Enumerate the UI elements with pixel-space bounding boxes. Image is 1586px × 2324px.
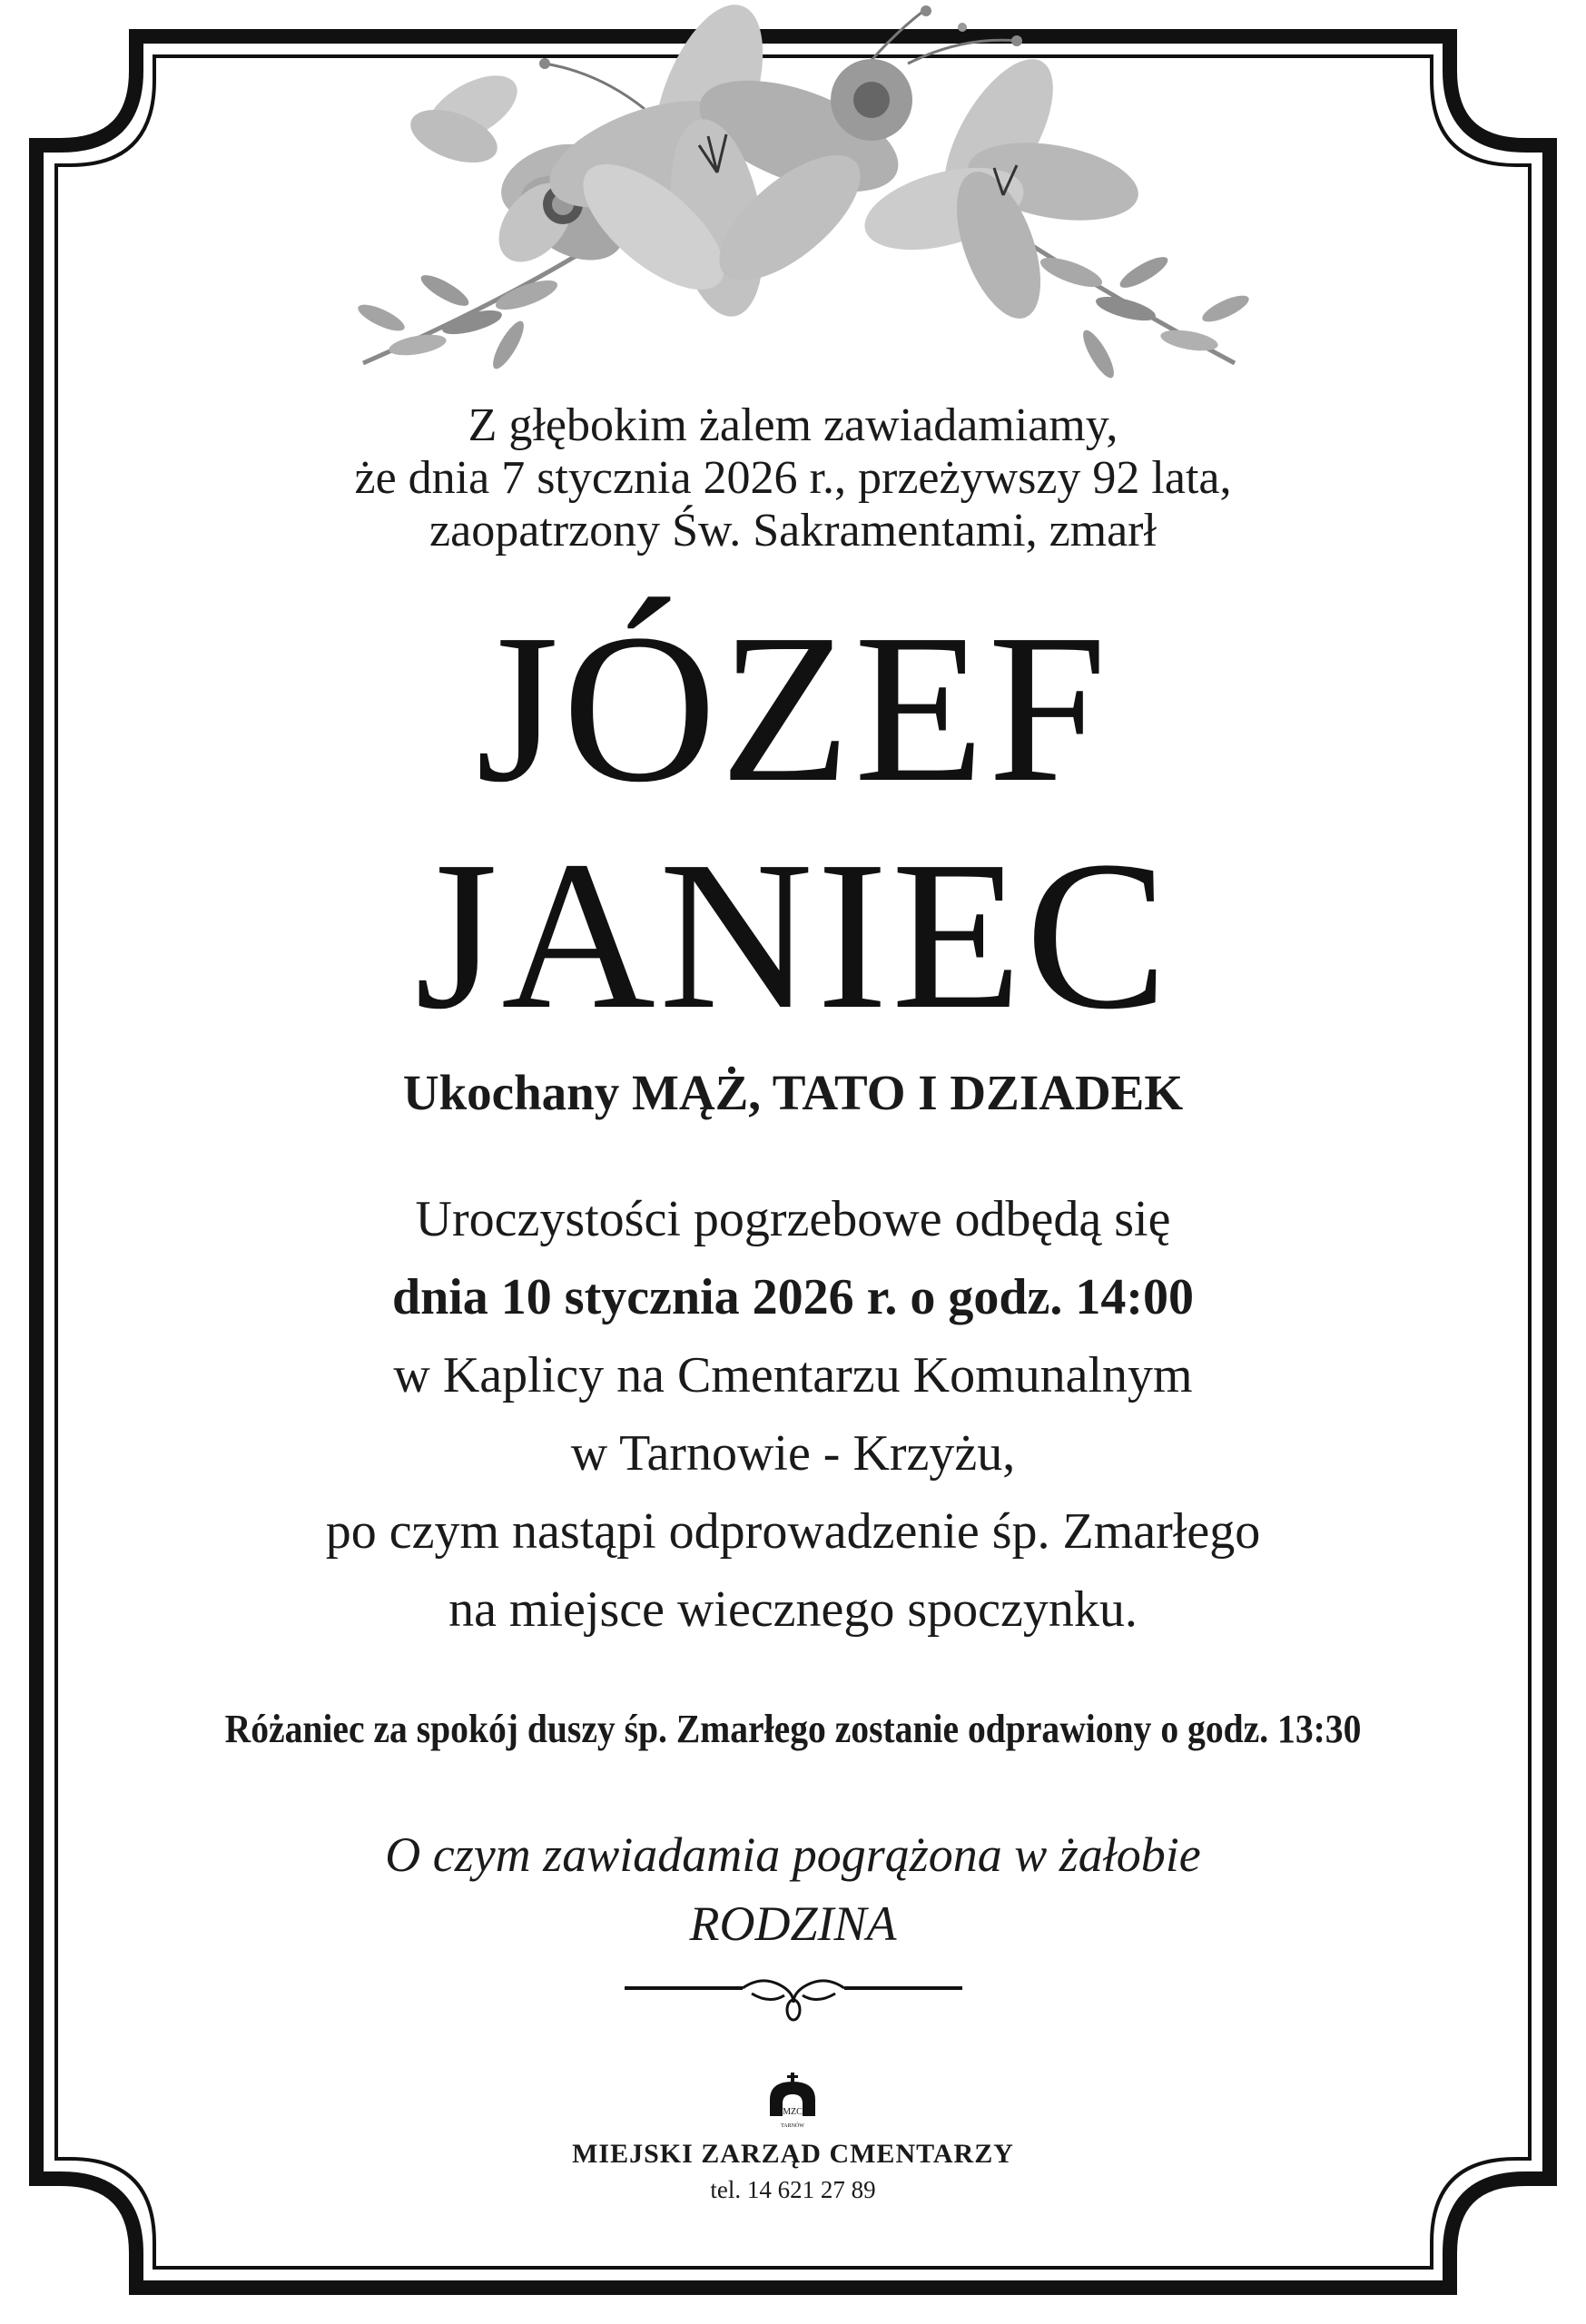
logo-text: MZC [783, 2107, 803, 2117]
funeral-line: na miejsce wiecznego spoczynku. [448, 1581, 1138, 1638]
logo-subtext: TARNÓW [781, 2123, 804, 2129]
funeral-line: w Tarnowie - Krzyżu, [570, 1425, 1016, 1482]
family-signature [0, 1820, 1586, 1958]
deceased-first-name: JÓZEF [476, 590, 1110, 826]
funeral-date-time: dnia 10 stycznia 2026 r. o godz. 14:00 [391, 1269, 1195, 1325]
funeral-line: w Kaplicy na Cmentarzu Komunalnym [393, 1347, 1193, 1403]
intro-line: Z głębokim żalem zawiadamiamy, [468, 399, 1118, 451]
organization-phone: tel. 14 621 27 89 [710, 2176, 876, 2203]
intro-line: zaopatrzony Św. Sakramentami, zmarł [429, 505, 1157, 556]
intro-line: że dnia 7 stycznia 2026 r., przeżywszy 92 lata, [354, 452, 1232, 504]
family-line: O czym zawiadamia pogrążona w żałobie [385, 1827, 1201, 1882]
intro-text [0, 399, 1586, 557]
deceased-last-name: JANIEC [414, 817, 1172, 1053]
rosary-notice: Różaniec za spokój duszy śp. Zmarłego zostanie odprawiony o godz. 13:30 [224, 1707, 1362, 1751]
flower-bouquet-icon [327, 0, 1271, 390]
funeral-details [0, 1180, 1586, 1649]
funeral-line: Uroczystości pogrzebowe odbędą się [415, 1191, 1171, 1247]
funeral-line: po czym nastąpi odprowadzenie śp. Zmarłego [325, 1503, 1261, 1560]
ornament-divider-icon [625, 1968, 962, 2023]
family-role: Ukochany MĄŻ, TATO I DZIADEK [402, 1065, 1184, 1120]
organization-name: MIEJSKI ZARZĄD CMENTARZY [572, 2139, 1014, 2169]
family-name: RODZINA [689, 1896, 897, 1951]
cemetery-logo-icon [764, 2073, 821, 2132]
